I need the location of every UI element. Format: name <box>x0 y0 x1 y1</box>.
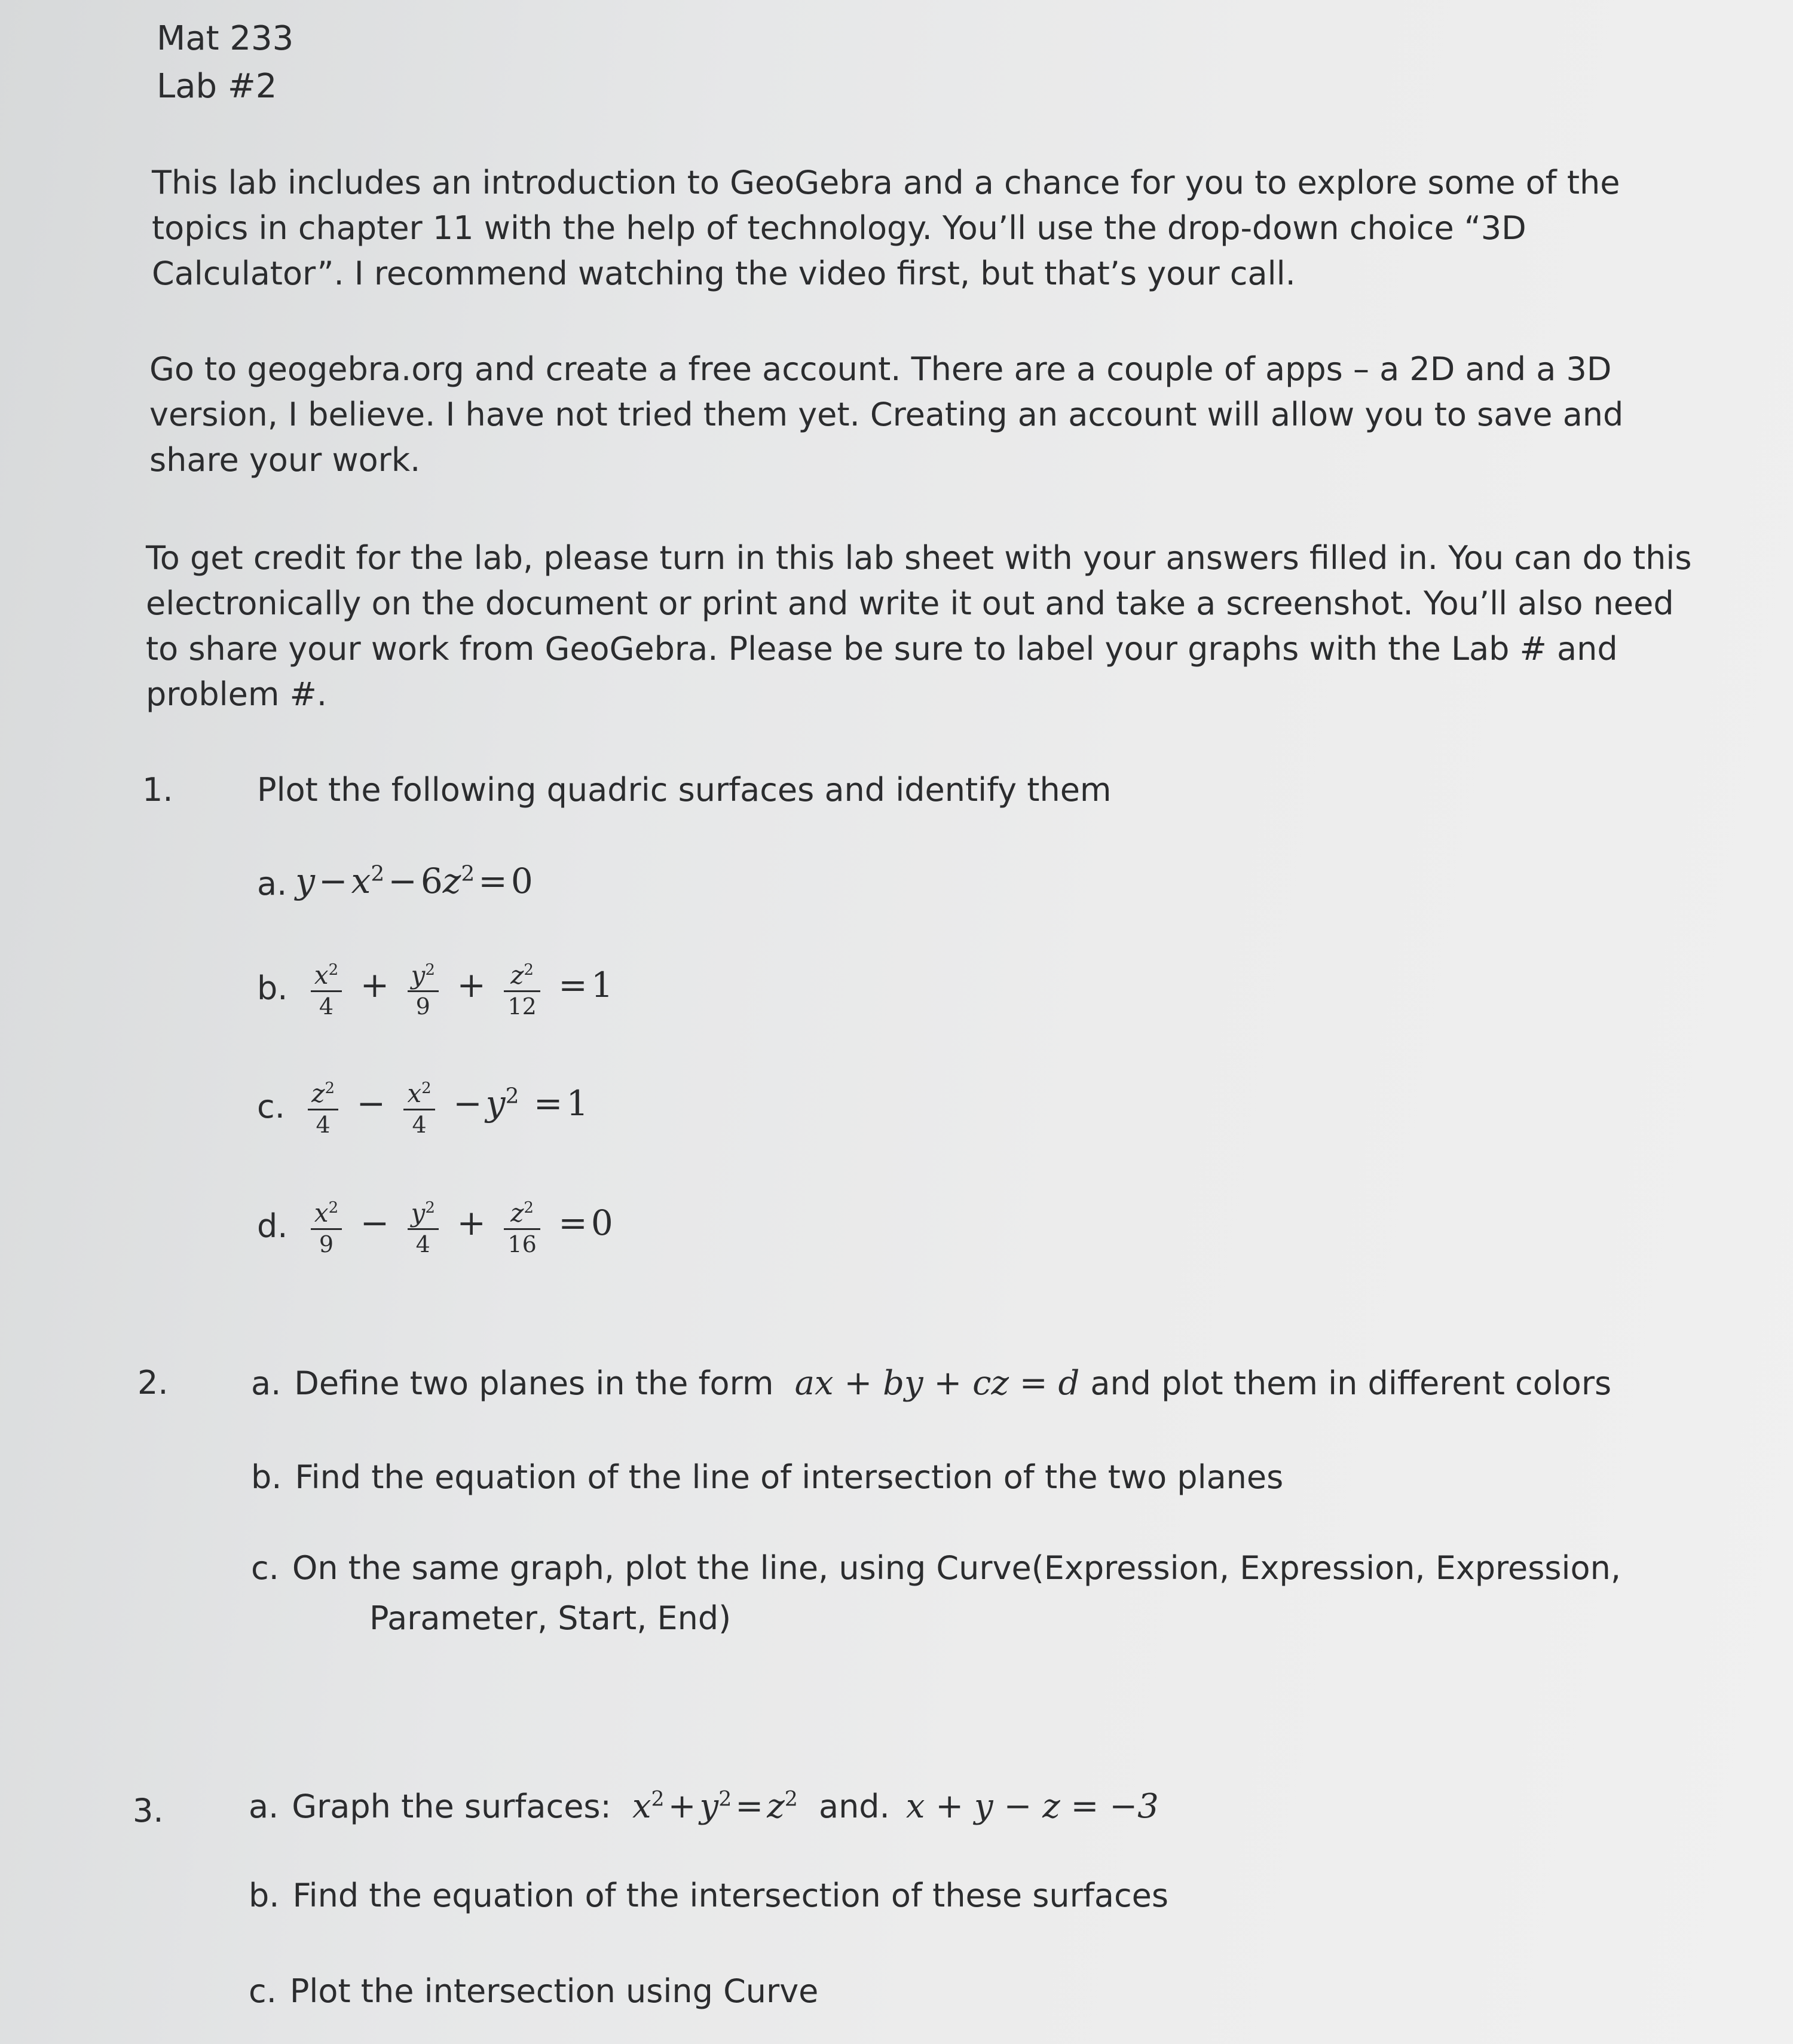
problem-3b-label: b. <box>249 1877 280 1914</box>
fraction: $\frac{z^2}{4}$ <box>308 1073 338 1139</box>
problem-2-number: 2. <box>137 1364 169 1402</box>
problem-3a-label: a. <box>249 1788 279 1825</box>
problem-2b: b. Find the equation of the line of intersection of the two planes <box>251 1458 1284 1496</box>
account-paragraph <box>149 347 1623 483</box>
problem-3-number: 3. <box>133 1792 164 1829</box>
fraction: $\frac{z^2}{12}$ <box>504 955 540 1021</box>
cone-equation: $x^2 + y^2 = z^2$ <box>632 1787 798 1826</box>
problem-2b-label: b. <box>251 1458 282 1496</box>
fraction: $\frac{x^2}{4}$ <box>311 955 342 1021</box>
fraction: $\frac{y^2}{9}$ <box>408 955 439 1021</box>
problem-1-prompt: Plot the following quadric surfaces and identify them <box>257 771 1112 809</box>
intro-line-2: topics in chapter 11 with the help of technology. You’ll use the drop-down choice “3D <box>152 209 1526 247</box>
intro-line-1: This lab includes an introduction to GeoGebra and a chance for you to explore some of the <box>152 164 1620 201</box>
problem-2c-label: c. <box>251 1549 279 1587</box>
account-line-1: Go to geogebra.org and create a free account. There are a couple of apps – a 2D and a 3D <box>149 350 1612 388</box>
problem-1b-label: b. <box>257 969 288 1007</box>
problem-1b-equation: b. $\frac{x^2}{4}$ + $\frac{y^2}{9}$ + $\frac{z^2}{12}$ = 1 <box>257 955 613 1021</box>
credit-paragraph <box>146 536 1692 717</box>
problem-2c: c. On the same graph, plot the line, using Curve(Expression, Expression, Expression, <box>251 1549 1621 1587</box>
problem-3b: b. Find the equation of the intersection of these surfaces <box>249 1877 1168 1914</box>
problem-1a-equation: a. $y - x^2 - 6z^2 = 0$ <box>257 861 533 903</box>
intro-line-3: Calculator”. I recommend watching the video first, but that’s your call. <box>152 255 1296 292</box>
problem-2c-continued: Parameter, Start, End) <box>369 1599 732 1637</box>
problem-1c-label: c. <box>257 1087 285 1125</box>
plane-equation: x + y − z = −3 <box>905 1787 1159 1826</box>
fraction: $\frac{z^2}{16}$ <box>504 1193 540 1259</box>
fraction: $\frac{y^2}{4}$ <box>408 1193 439 1259</box>
fraction: $\frac{x^2}{9}$ <box>311 1193 342 1259</box>
account-line-3: share your work. <box>149 441 421 479</box>
problem-1-number: 1. <box>142 771 173 809</box>
problem-2a-label: a. <box>251 1364 282 1402</box>
course-title: Mat 233 <box>157 19 294 58</box>
intro-paragraph <box>152 160 1620 296</box>
problem-1c-equation: c. $\frac{z^2}{4}$ − $\frac{x^2}{4}$ − $y^2 = 1$ <box>257 1073 588 1139</box>
problem-2a: a. Define two planes in the form ax + by + cz = d and plot them in different colors <box>251 1364 1612 1403</box>
lab-number: Lab #2 <box>157 67 277 106</box>
credit-line-1: To get credit for the lab, please turn in this lab sheet with your answers filled in. You can do this <box>146 539 1692 577</box>
account-line-2: version, I believe. I have not tried them yet. Creating an account will allow you to save and <box>149 396 1624 433</box>
problem-3a: a. Graph the surfaces: $x^2 + y^2 = z^2$ and. x + y − z = −3 <box>249 1787 1159 1826</box>
problem-1d-label: d. <box>257 1207 288 1245</box>
fraction: $\frac{x^2}{4}$ <box>403 1073 435 1139</box>
problem-1a-label: a. <box>257 865 287 903</box>
credit-line-3: to share your work from GeoGebra. Please be sure to label your graphs with the Lab # and <box>146 630 1618 668</box>
problem-3c: c. Plot the intersection using Curve <box>249 1972 819 2010</box>
credit-line-4: problem #. <box>146 675 328 713</box>
plane-form-equation: ax + by + cz = d <box>794 1364 1080 1403</box>
problem-3c-label: c. <box>249 1972 277 2010</box>
problem-1d-equation: d. $\frac{x^2}{9}$ − $\frac{y^2}{4}$ + $\frac{z^2}{16}$ = 0 <box>257 1193 613 1259</box>
credit-line-2: electronically on the document or print and write it out and take a screenshot. You’ll also need <box>146 585 1674 622</box>
